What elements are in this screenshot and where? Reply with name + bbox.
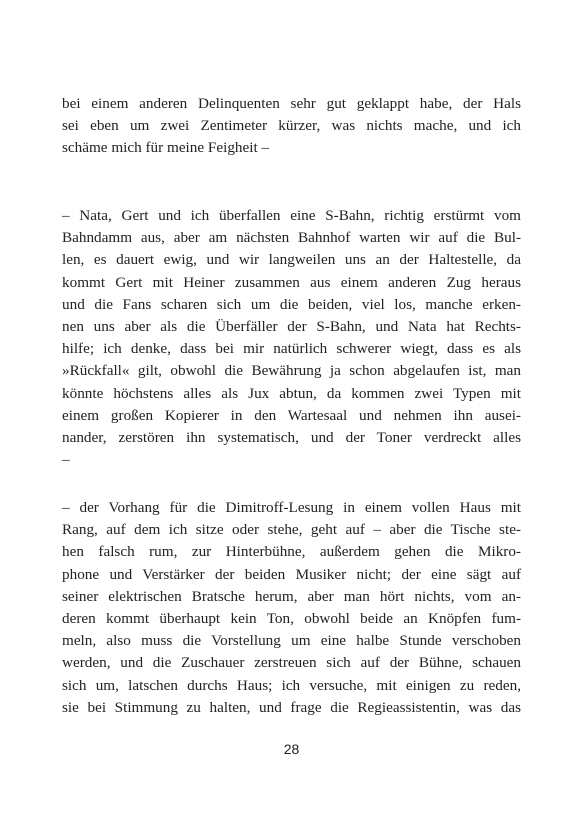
text-line: sei eben um zwei Zentimeter kürzer, was nichts mache, und ich [62,117,521,135]
text-line: schäme mich für meine Feigheit – [62,139,270,157]
text-line: »Rückfall« gilt, obwohl die Bewährung ja schon abgelaufen ist, man [62,362,521,380]
text-line: meln, also muss die Vorstellung um eine halbe Stunde verschoben [62,632,521,650]
paragraph-1 [62,93,521,160]
text-line: deren kommt überhaupt kein Ton, obwohl beide an Knöpfen fum- [62,609,521,627]
text-line: Rang, auf dem ich sitze oder stehe, geht auf – aber die Tische ste- [62,521,521,539]
paragraph-2 [62,205,521,471]
text-line: – der Vorhang für die Dimitroff-Lesung in einem vollen Haus mit [62,499,521,516]
text-line: und die Fans scharen sich um die beiden, viel los, manche erken- [62,295,521,313]
text-line: nen uns aber als die Überfäller der S-Bahn, und Nata hat Rechts- [62,317,521,335]
text-line: sie bei Stimmung zu halten, und frage die Regieassistentin, was das [62,698,521,716]
text-line: Bahndamm aus, aber am nächsten Bahnhof warten wir auf die Bul- [62,229,521,247]
text-line: len, es dauert ewig, und wir langweilen uns an der Haltestelle, da [62,251,521,269]
text-line: sich um, latschen durchs Haus; ich versuche, mit einigen zu reden, [62,676,521,694]
text-line: – [62,451,70,469]
text-line: hen falsch rum, zur Hinterbühne, außerdem gehen die Mikro- [62,543,521,561]
text-line: nander, zerstören ihn systematisch, und der Toner verdreckt alles [62,428,521,446]
paragraph-3 [62,497,521,719]
text-line: könnte höchstens alles als Jux abtun, da kommen zwei Typen mit [62,384,521,402]
text-line: werden, und die Zuschauer zerstreuen sich auf der Bühne, schauen [62,654,521,672]
text-line: seiner elektrischen Bratsche herum, aber man hört nichts, vom an- [62,587,521,605]
page-number: 28 [283,741,300,757]
text-line: – Nata, Gert und ich überfallen eine S-Bahn, richtig erstürmt vom [62,207,521,224]
text-line: phone und Verstärker der beiden Musiker nicht; der eine sägt auf [62,565,521,583]
text-line: kommt Gert mit Heiner zusammen aus einem anderen Zug heraus [62,273,521,291]
text-line: bei einem anderen Delinquenten sehr gut geklappt habe, der Hals [62,95,521,112]
text-line: hilfe; ich denke, dass bei mir natürlich schwerer wiegt, dass es als [62,340,521,358]
text-line: einem großen Kopierer in den Wartesaal und nehmen ihn ausei- [62,406,521,424]
